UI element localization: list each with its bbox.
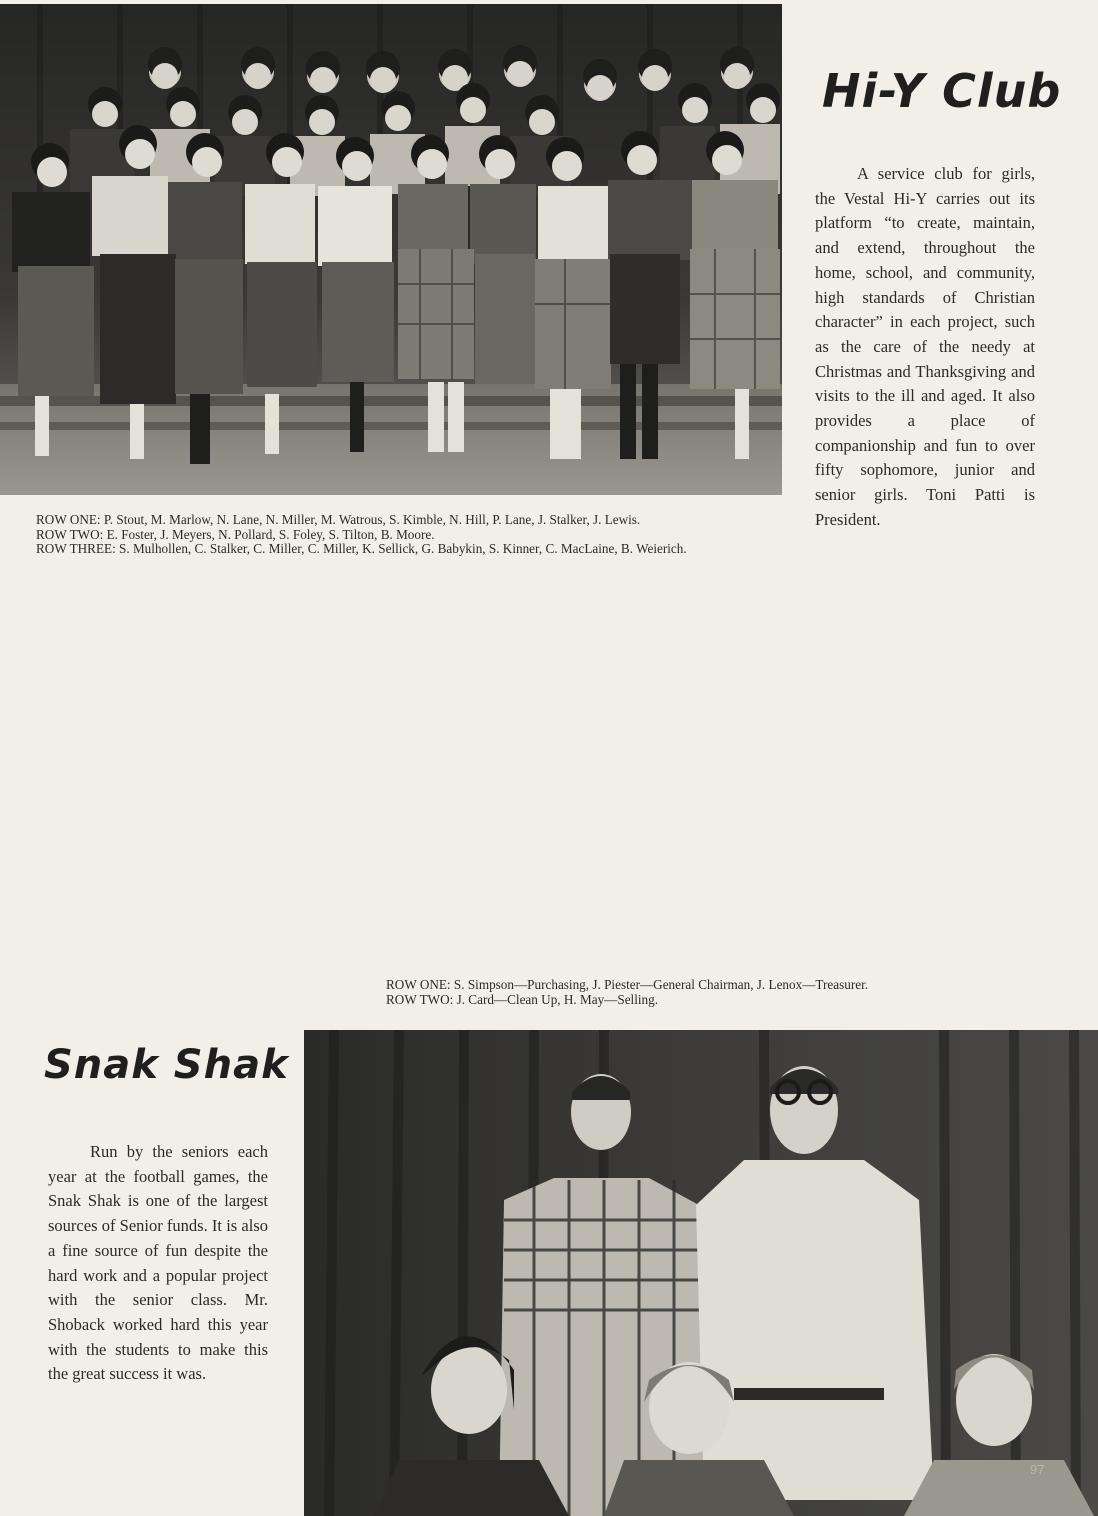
hiy-caption-row-one: ROW ONE: P. Stout, M. Marlow, N. Lane, N. Miller, M. Watrous, S. Kimble, N. Hill, P. Lane, J. Stalker, J. Lewis. xyxy=(36,512,641,527)
snak-caption-row-two: ROW TWO: J. Card—Clean Up, H. May—Selling. xyxy=(386,991,659,1007)
hiy-club-title: Hi-Y Club xyxy=(822,64,1062,118)
snak-photo-graphic xyxy=(304,1030,1098,1516)
snak-caption-row-one: ROW ONE: S. Simpson—Purchasing, J. Piester—General Chairman, J. Lenox—Treasurer. xyxy=(386,977,869,992)
hiy-group-photo xyxy=(0,4,782,495)
hiy-club-description: A service club for girls, the Vestal Hi-Y carries out its platform “to create, maintain, and extend, throughout the home, school, and community, high standards of Christian character” in each project, such as the care of the needy at Christmas and Thanksgiving and visits to the ill and aged. It also provides a place of companionship and fun to over fifty sophomore, junior and senior girls. Toni Patti is President. xyxy=(815,164,1035,529)
page-number: 97 xyxy=(1030,1462,1045,1477)
hiy-caption-row-two: ROW TWO: E. Foster, J. Meyers, N. Pollard, S. Foley, S. Tilton, B. Moore. xyxy=(36,526,435,542)
snak-shak-group-photo xyxy=(304,1030,1098,1516)
hiy-photo-caption xyxy=(36,513,766,557)
hiy-caption-row-three: ROW THREE: S. Mulhollen, C. Stalker, C. Miller, C. Miller, K. Sellick, G. Babykin, S. Kinner, C. MacLaine, B. Weierich. xyxy=(36,541,687,557)
hiy-photo-graphic xyxy=(0,4,782,495)
snak-shak-description: Run by the seniors each year at the football games, the Snak Shak is one of the largest sources of Senior funds. It is also a fine source of fun despite the hard work and a popular project with the senior class. Mr. Shoback worked hard this year with the students to make this the great success it was. xyxy=(48,1142,268,1384)
snak-shak-title: Snak Shak xyxy=(44,1042,289,1088)
snak-photo-caption xyxy=(386,978,1066,1007)
